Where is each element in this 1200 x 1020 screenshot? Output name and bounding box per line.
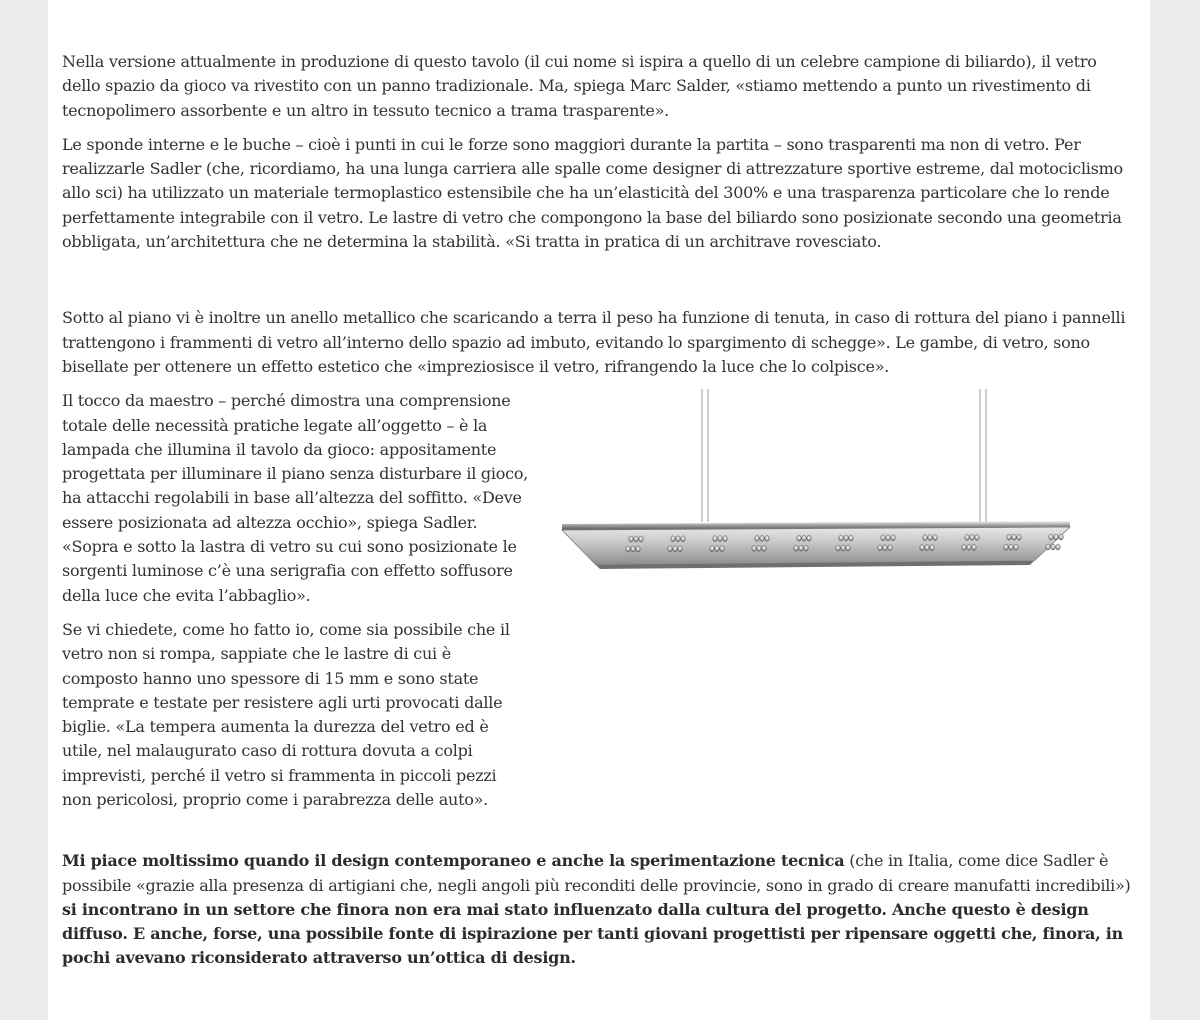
light-source-dot <box>836 545 841 551</box>
light-source-dot <box>849 535 854 541</box>
conclusion-aside: (che in Italia, come dice Sadler è possibile «grazie alla presenza di artigiani che, negli angoli più reconditi delle provincie, sono in grado di creare manufatti incredibili») <box>62 851 1131 895</box>
light-source-dot <box>933 535 938 541</box>
light-source-dot <box>752 546 757 552</box>
light-source-dot <box>975 535 980 541</box>
light-source-dot <box>671 536 676 542</box>
light-source-dot <box>923 535 928 541</box>
light-source-dot <box>629 536 634 542</box>
light-source-dot <box>802 535 807 541</box>
light-source-dot <box>678 546 683 552</box>
light-source-dot <box>755 536 760 542</box>
light-source-dot <box>1049 534 1054 540</box>
light-source-dot <box>970 535 975 541</box>
light-source-dot <box>967 545 972 551</box>
article-page <box>48 0 1150 1020</box>
light-source-dot <box>639 536 644 542</box>
light-source-dot <box>1007 534 1012 540</box>
light-source-dot <box>760 536 765 542</box>
light-source-dot <box>920 545 925 551</box>
conclusion-bold-start: Mi piace moltissimo quando il design contemporaneo e anche la sperimentazione tecnica <box>62 851 845 871</box>
light-source-dot <box>1009 544 1014 550</box>
light-source-dot <box>715 546 720 552</box>
light-source-dot <box>878 545 883 551</box>
paragraph-metal-ring: Sotto al piano vi è inoltre un anello metallico che scaricando a terra il peso ha funzione di tenuta, in caso di rottura del piano i pannelli trattengono i frammenti di vetro all’interno dello spazio ad imbuto, evitando lo spargimento di schegge». Le gambe, di vetro, sono bisellate per ottenere un effetto estetico che «impreziosisce il vetro, rifrangendo la luce che lo colpisce». <box>62 308 1126 376</box>
light-source-dot <box>668 546 673 552</box>
light-source-dot <box>1046 544 1051 550</box>
light-source-dot <box>1012 534 1017 540</box>
lamp-image <box>556 389 1086 589</box>
light-source-dot <box>925 545 930 551</box>
suspension-cables <box>702 389 986 522</box>
light-source-dot <box>1017 534 1022 540</box>
light-source-dot <box>1054 534 1059 540</box>
light-source-dot <box>713 536 718 542</box>
light-source-dot <box>723 536 728 542</box>
light-source-dot <box>891 535 896 541</box>
paragraph-tempered-glass: Se vi chiedete, come ho fatto io, come sia possibile che il vetro non si rompa, sappiate che le lastre di cui è composto hanno uno spessore di 15 mm e sono state temprate e testate per resistere agli urti provocati dalle biglie. «La tempera aumenta la durezza del vetro ed è utile, nel malaugurato caso di rottura dovuta a colpi imprevisti, perché il vetro si frammenta in piccoli pezzi non pericolosi, proprio come i parabrezza delle auto». <box>62 619 510 810</box>
light-source-dot <box>673 546 678 552</box>
light-source-dot <box>844 535 849 541</box>
light-source-dot <box>883 545 888 551</box>
light-source-dot <box>804 545 809 551</box>
article-body <box>62 50 1132 981</box>
light-source-dot <box>881 535 886 541</box>
light-source-dot <box>965 535 970 541</box>
paragraph-spacer <box>62 264 1132 306</box>
light-source-dot <box>888 545 893 551</box>
light-source-dot <box>799 545 804 551</box>
light-source-dot <box>626 546 631 552</box>
light-source-dot <box>757 546 762 552</box>
light-source-dot <box>928 535 933 541</box>
light-source-dot <box>930 545 935 551</box>
light-source-dot <box>846 545 851 551</box>
light-source-dot <box>676 536 681 542</box>
paragraph-table-covering: Nella versione attualmente in produzione di questo tavolo (il cui nome si ispira a quello di un celebre campione di biliardo), il vetro dello spazio da gioco va rivestito con un panno tradizionale. Ma, spiega Marc Salder, «stiamo mettendo a punto un rivestimento di tecnopolimero assorbente e un altro in tessuto tecnico a trama trasparente». <box>62 52 1097 120</box>
light-source-dot <box>681 536 686 542</box>
light-source-dot <box>972 545 977 551</box>
light-source-dot <box>718 536 723 542</box>
light-source-dot <box>636 546 641 552</box>
light-source-dot <box>634 536 639 542</box>
light-source-dot <box>710 546 715 552</box>
light-source-dot <box>720 546 725 552</box>
light-source-dot <box>631 546 636 552</box>
light-source-dot <box>797 535 802 541</box>
light-source-dot <box>807 535 812 541</box>
light-source-dot <box>1056 544 1061 550</box>
light-source-dot <box>886 535 891 541</box>
light-source-dot <box>841 545 846 551</box>
paragraph-conclusion <box>62 849 1132 970</box>
light-source-dot <box>1014 544 1019 550</box>
light-source-dot <box>1051 544 1056 550</box>
paragraph-rails-and-pockets: Le sponde interne e le buche – cioè i punti in cui le forze sono maggiori durante la partita – sono trasparenti ma non di vetro. Per realizzarle Sadler (che, ricordiamo, ha una lunga carriera alle spalle come designer di attrezzature sportive estreme, dal motociclismo allo sci) ha utilizzato un materiale termoplastico estensibile che ha un’elasticità del 300% e una trasparenza particolare che lo rende perfettamente integrabile con il vetro. Le lastre di vetro che compongono la base del biliardo sono posizionate secondo una geometria obbligata, un’architettura che ne determina la stabilità. «Si tratta in pratica di un architrave rovesciato. <box>62 134 1123 252</box>
light-source-dot <box>762 546 767 552</box>
paragraph-lamp: Il tocco da maestro – perché dimostra una comprensione totale delle necessità pratiche legate all’oggetto – è la lampada che illumina il tavolo da gioco: appositamente progettata per illuminare il piano senza disturbare il gioco, ha attacchi regolabili in base all’altezza del soffitto. «Deve essere posizionata ad altezza occhio», spiega Sadler. «Sopra e sotto la lastra di vetro su cui sono posizionate le sorgenti luminose c’è una serigrafia con effetto soffusore della luce che evita l’abbaglio». <box>62 391 529 605</box>
light-source-dot <box>794 545 799 551</box>
light-source-dot <box>1059 534 1064 540</box>
text-column <box>62 389 530 822</box>
conclusion-bold-end: si incontrano in un settore che finora non era mai stato influenzato dalla cultura del progetto. Anche questo è design diffuso. E anche, forse, una possibile fonte di ispirazione per tanti giovani progettisti per ripensare oggetti che, finora, in pochi avevano riconsiderato attraverso un’ottica di design. <box>62 899 1123 968</box>
light-source-dot <box>839 535 844 541</box>
text-image-section <box>62 389 1132 849</box>
light-source-dot <box>765 536 770 542</box>
light-source-dot <box>962 545 967 551</box>
light-source-dot <box>1004 544 1009 550</box>
